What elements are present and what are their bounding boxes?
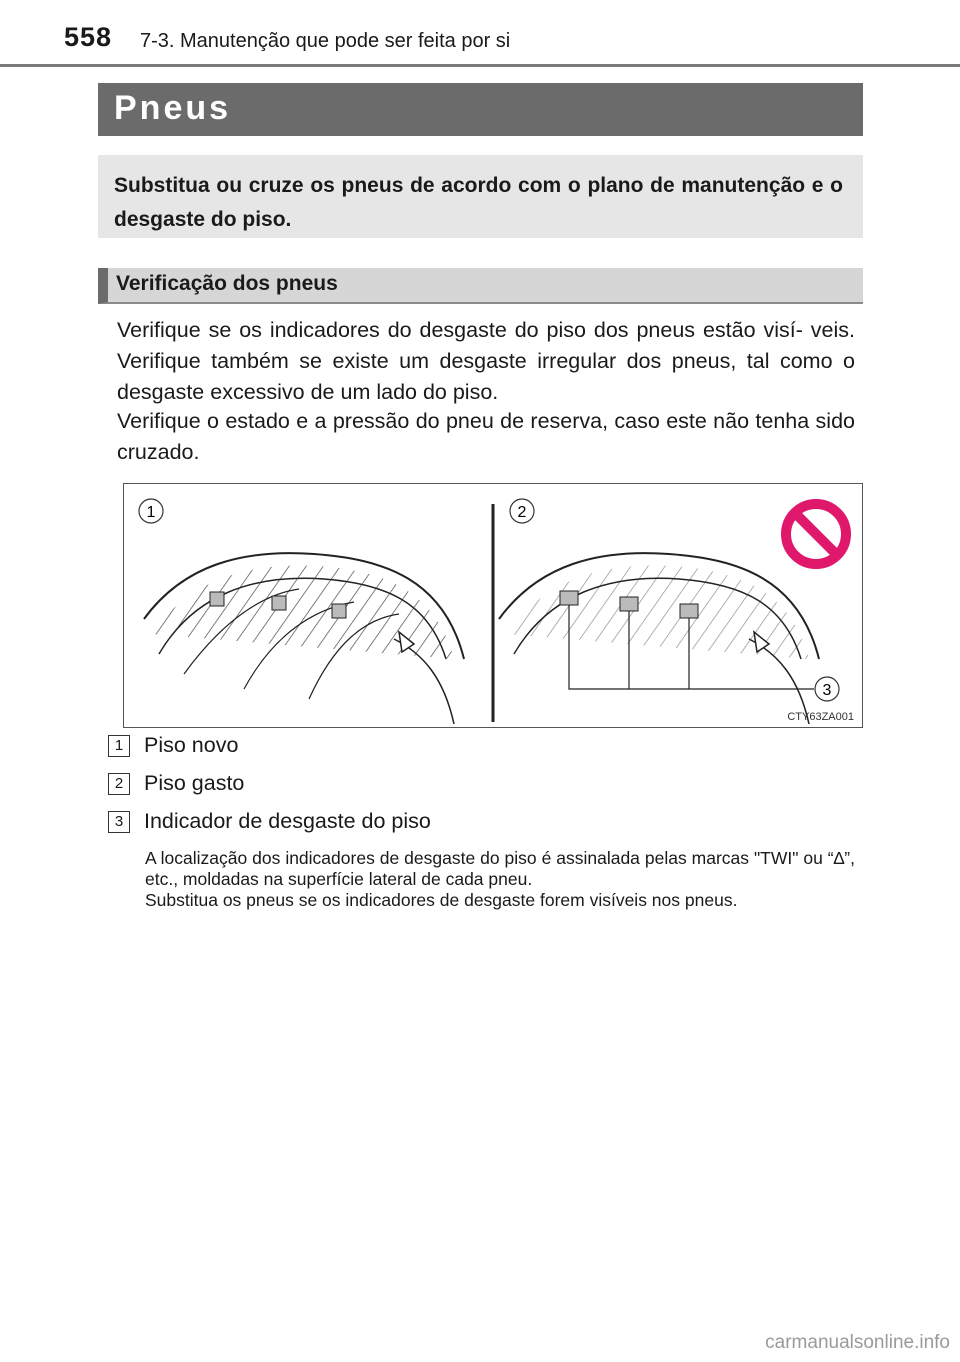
tire-illustration xyxy=(124,484,864,729)
body-paragraph: Verifique se os indicadores do desgaste do piso dos pneus estão visí- veis. Verifique também se existe um desgaste irregular dos pneus, tal como o desgaste excessivo de um lado do piso. xyxy=(117,318,855,404)
note-paragraph: A localização dos indicadores de desgaste do piso é assinalada pelas marcas "TWI" ou “∆”, etc., moldadas na superfície lateral de cada pneu. xyxy=(145,848,855,889)
watermark-link[interactable]: carmanualsonline.info xyxy=(765,1332,950,1353)
running-header: 7-3. Manutenção que pode ser feita por si xyxy=(140,30,511,52)
callout-2-label: 2 xyxy=(517,504,527,521)
legend-label: Indicador de desgaste do piso xyxy=(144,809,431,833)
legend-label: Piso gasto xyxy=(144,771,245,795)
page-number: 558 xyxy=(64,22,113,52)
header-rule xyxy=(0,64,960,67)
new-tread-tire xyxy=(144,553,464,724)
legend-number: 2 xyxy=(108,773,130,795)
callout-3-label: 3 xyxy=(822,682,832,699)
legend-number: 3 xyxy=(108,811,130,833)
prohibition-icon xyxy=(786,504,846,564)
note-paragraph: Substitua os pneus se os indicadores de desgaste forem visíveis nos pneus. xyxy=(145,890,738,910)
figure-code: CTY63ZA001 xyxy=(787,711,854,723)
worn-tread-tire xyxy=(499,553,819,724)
subsection-title: Verificação dos pneus xyxy=(98,268,863,304)
callout-1-label: 1 xyxy=(146,504,156,521)
intro-box: Substitua ou cruze os pneus de acordo com o plano de manutenção e o desgaste do piso. xyxy=(98,155,863,238)
tire-tread-figure xyxy=(123,483,863,728)
legend-number: 1 xyxy=(108,735,130,757)
section-title: Pneus xyxy=(98,83,863,136)
body-paragraph: Verifique o estado e a pressão do pneu de reserva, caso este não tenha sido cruzado. xyxy=(117,409,855,464)
legend-label: Piso novo xyxy=(144,733,239,757)
